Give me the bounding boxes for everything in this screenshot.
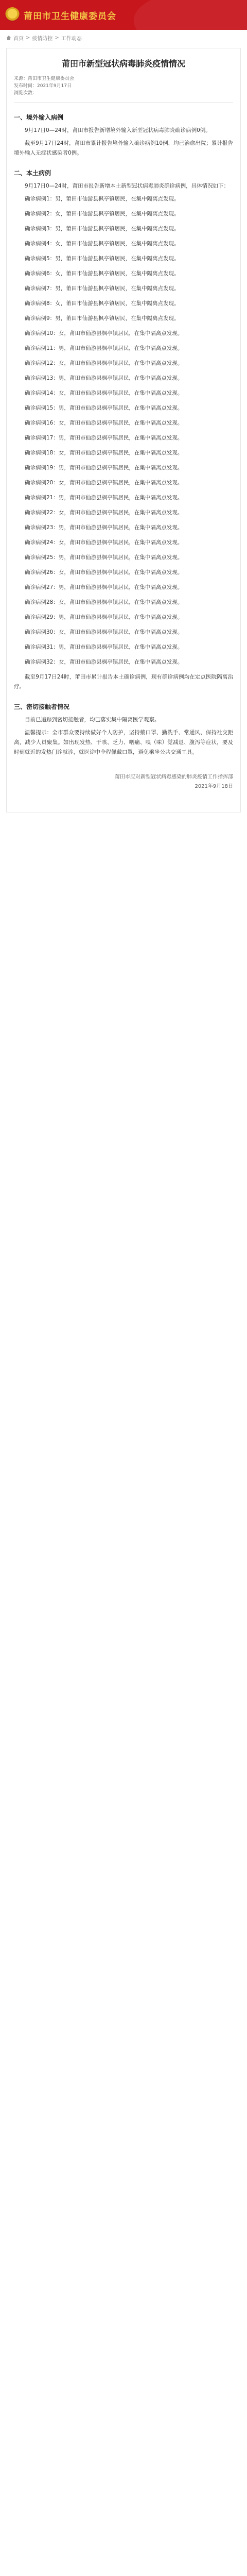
case-item: 确诊病例7：男，莆田市仙游县枫亭镇居民，在集中隔离点发现。 [25, 285, 180, 292]
article-footer [14, 773, 233, 791]
article-meta [14, 75, 233, 103]
article-date: 发布时间：2021年9月17日 [14, 83, 72, 89]
case-item: 确诊病例27：男，莆田市仙游县枫亭镇居民，在集中隔离点发现。 [25, 584, 183, 590]
article-source: 来源：莆田市卫生健康委员会 [14, 76, 75, 81]
case-item: 确诊病例18：女，莆田市仙游县枫亭镇居民，在集中隔离点发现。 [25, 450, 183, 456]
case-item: 确诊病例22：女，莆田市仙游县枫亭镇居民，在集中隔离点发现。 [25, 510, 183, 516]
breadcrumb [0, 30, 247, 46]
footer-date: 2021年9月18日 [195, 784, 233, 789]
case-item: 确诊病例3：男，莆田市仙游县枫亭镇居民，在集中隔离点发现。 [25, 226, 180, 232]
case-item: 确诊病例31：男，莆田市仙游县枫亭镇居民，在集中隔离点发现。 [25, 644, 183, 650]
article-title: 莆田市新型冠状病毒肺炎疫情情况 [61, 59, 185, 69]
paragraph: 目前已追踪到密切接触者，均已落实集中隔离医学观察。 [25, 717, 160, 723]
home-icon[interactable] [6, 36, 11, 41]
case-item: 确诊病例9：男，莆田市仙游县枫亭镇居民，在集中隔离点发现。 [25, 315, 180, 321]
case-item: 确诊病例11：男，莆田市仙游县枫亭镇居民，在集中隔离点发现。 [25, 345, 183, 351]
case-item: 确诊病例32：女，莆田市仙游县枫亭镇居民，在集中隔离点发现。 [25, 659, 183, 665]
breadcrumb-home[interactable]: 首页 [13, 36, 24, 42]
case-item: 确诊病例15：男，莆田市仙游县枫亭镇居民，在集中隔离点发现。 [25, 405, 183, 411]
case-item: 确诊病例6：女，莆田市仙游县枫亭镇居民，在集中隔离点发现。 [25, 270, 180, 277]
case-item: 确诊病例23：男，莆田市仙游县枫亭镇居民，在集中隔离点发现。 [25, 524, 183, 531]
case-item: 确诊病例5：男，莆田市仙游县枫亭镇居民，在集中隔离点发现。 [25, 256, 180, 262]
case-item: 确诊病例13：男，莆田市仙游县枫亭镇居民，在集中隔离点发现。 [25, 375, 183, 381]
breadcrumb-epidemic[interactable]: 疫情防控 [32, 36, 53, 42]
article-views: 浏览次数： [14, 91, 38, 96]
breadcrumb-separator: > [55, 35, 59, 41]
case-list [14, 194, 233, 667]
case-item: 确诊病例19：男，莆田市仙游县枫亭镇居民，在集中隔离点发现。 [25, 465, 183, 471]
site-header [0, 0, 247, 30]
case-item: 确诊病例24：女，莆田市仙游县枫亭镇居民，在集中隔离点发现。 [25, 539, 183, 546]
breadcrumb-work-news[interactable]: 工作动态 [61, 36, 82, 42]
section-heading: 二、本土病例 [14, 170, 51, 177]
header-decoration [134, 0, 247, 30]
case-item: 确诊病例16：女，莆田市仙游县枫亭镇居民，在集中隔离点发现。 [25, 420, 183, 426]
breadcrumb-separator: > [26, 35, 30, 41]
case-item: 确诊病例30：女，莆田市仙游县枫亭镇居民，在集中隔离点发现。 [25, 629, 183, 635]
paragraph: 温馨提示：全市群众要持续做好个人防护，坚持戴口罩、勤洗手、常通风、保持社交距离，减少人员聚集。如出现发热、干咳、乏力、咽痛、嗅（味）觉减退、腹泻等症状，要及时到就近的发热门诊就诊，就医途中全程佩戴口罩，避免乘坐公共交通工具。 [14, 730, 233, 755]
section-heading: 一、境外输入病例 [14, 114, 64, 121]
case-item: 确诊病例17：男，莆田市仙游县枫亭镇居民，在集中隔离点发现。 [25, 435, 183, 441]
emblem-icon [5, 7, 20, 22]
case-item: 确诊病例21：男，莆田市仙游县枫亭镇居民，在集中隔离点发现。 [25, 495, 183, 501]
case-item: 确诊病例28：女，莆田市仙游县枫亭镇居民，在集中隔离点发现。 [25, 599, 183, 605]
footer-org: 莆田市应对新型冠状病毒感染的肺炎疫情工作指挥部 [115, 774, 233, 780]
case-item: 确诊病例8：女，莆田市仙游县枫亭镇居民，在集中隔离点发现。 [25, 300, 180, 307]
site-name[interactable]: 莆田市卫生健康委员会 [24, 11, 116, 22]
case-item: 确诊病例20：女，莆田市仙游县枫亭镇居民，在集中隔离点发现。 [25, 480, 183, 486]
case-item: 确诊病例14：女，莆田市仙游县枫亭镇居民，在集中隔离点发现。 [25, 390, 183, 396]
case-item: 确诊病例29：男，莆田市仙游县枫亭镇居民，在集中隔离点发现。 [25, 614, 183, 620]
article [6, 48, 241, 812]
case-item: 确诊病例1：男，莆田市仙游县枫亭镇居民，在集中隔离点发现。 [25, 196, 180, 202]
case-item: 确诊病例12：女，莆田市仙游县枫亭镇居民，在集中隔离点发现。 [25, 360, 183, 366]
paragraph: 截至9月17日24时，莆田市累计报告本土确诊病例，现有确诊病例均在定点医院隔离治疗。 [14, 674, 233, 690]
case-item: 确诊病例25：男，莆田市仙游县枫亭镇居民，在集中隔离点发现。 [25, 554, 183, 561]
case-item: 确诊病例26：女，莆田市仙游县枫亭镇居民，在集中隔离点发现。 [25, 569, 183, 575]
case-item: 确诊病例4：女，莆田市仙游县枫亭镇居民，在集中隔离点发现。 [25, 241, 180, 247]
case-item: 确诊病例10：女，莆田市仙游县枫亭镇居民，在集中隔离点发现。 [25, 330, 183, 336]
section-heading: 三、密切接触者情况 [14, 703, 70, 710]
paragraph: 截至9月17日24时，莆田市累计报告境外输入确诊病例10例，均已治愈出院；累计报告境外输入无症状感染者0例。 [14, 140, 233, 156]
paragraph: 9月17日0—24时，莆田市报告新增本土新型冠状病毒肺炎确诊病例，具体情况如下： [25, 183, 230, 189]
case-item: 确诊病例2：女，莆田市仙游县枫亭镇居民，在集中隔离点发现。 [25, 211, 180, 217]
paragraph: 9月17日0—24时，莆田市报告新增境外输入新型冠状病毒肺炎确诊病例0例。 [25, 127, 211, 133]
